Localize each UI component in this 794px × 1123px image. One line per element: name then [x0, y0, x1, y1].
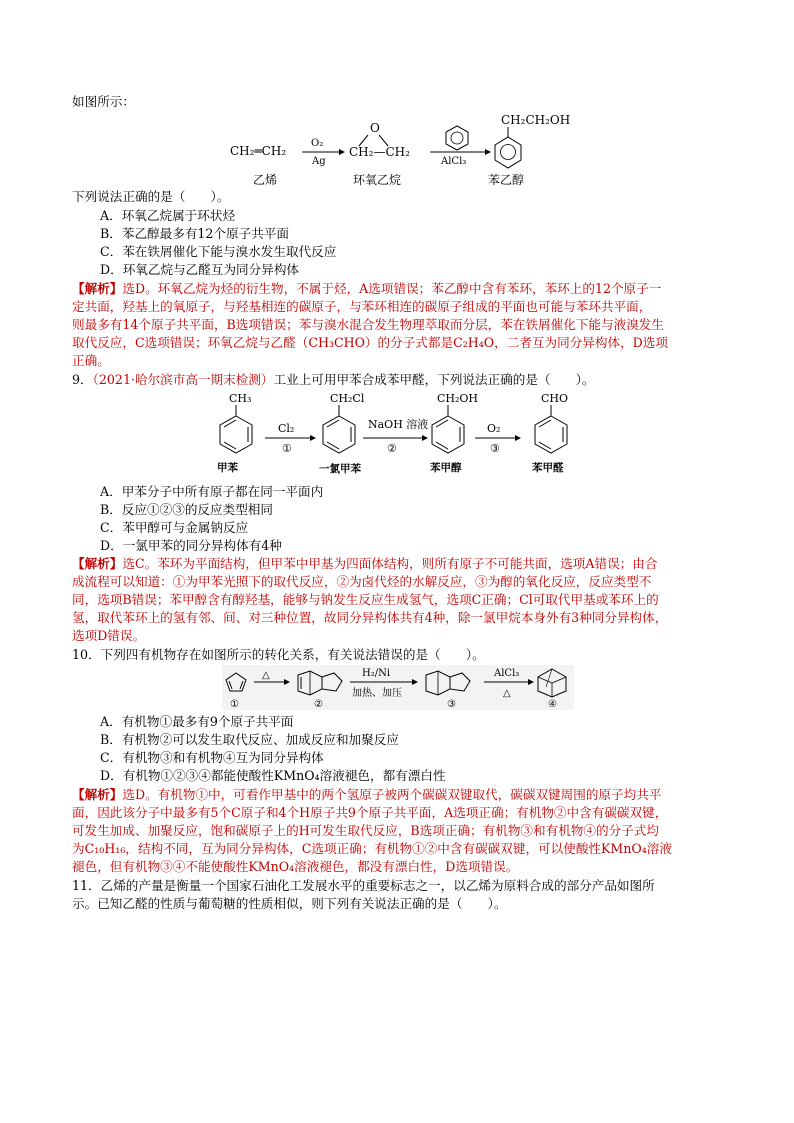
q9-analysis-line-3: 同，选项B错误；苯甲醇含有醇羟基，能够与钠发生反应生成氢气，选项C正确；Cl可取代甲基或苯环上的 — [72, 592, 659, 607]
q9-stem-line: 9．（2021·哈尔滨市高一期末检测）工业上可用甲苯合成苯甲醛，下列说法正确的是（ ）。 — [72, 372, 595, 387]
benzene-reagent-icon — [446, 126, 468, 150]
arrow2-top: NaOH 溶液 — [368, 418, 429, 431]
arrow2-bottom: 加热、加压 — [352, 688, 402, 699]
arrow2-bottom: AlCl₃ — [441, 156, 467, 167]
q10-analysis-line-3: 可发生加成、加聚反应，饱和碳原子上的H可发生取代反应，B选项正确；有机物③和有机物④的分子式均 — [72, 823, 659, 838]
arrow3-top: O₂ — [487, 422, 501, 435]
label-epoxide: 环氧乙烷 — [353, 173, 402, 187]
q11-stem-line-2: 示。已知乙醛的性质与葡萄糖的性质相似，则下列有关说法正确的是（ ）。 — [72, 896, 507, 911]
arrow3-bottom: ③ — [490, 442, 500, 455]
q10-option-a: A．有机物①最多有9个原子共平面 — [100, 714, 294, 729]
q8-option-d: D．环氧乙烷与乙醛互为同分异构体 — [100, 262, 300, 277]
label-4: ④ — [548, 699, 557, 710]
q11-stem-line-1: 11．乙烯的产量是衡量一个国家石油化工发展水平的重要标志之一，以乙烯为原料合成的部分产品如图所 — [72, 878, 655, 893]
arrow3-top: AlCl₃ — [494, 668, 520, 679]
q8-analysis-line-1: 【解析】选D。环氧乙烷为烃的衍生物，不属于烃，A选项错误；苯乙醇中含有苯环，苯环上的12个原子一 — [72, 281, 662, 296]
arrow3-bottom: △ — [503, 688, 511, 699]
benzyl-alcohol-substituent: CH₂OH — [437, 392, 479, 405]
epoxide-oxygen: O — [370, 121, 380, 135]
q9-option-a: A．甲苯分子中所有原子都在同一平面内 — [100, 484, 324, 499]
q9-analysis-line-5: 选项D错误。 — [72, 628, 146, 643]
q9-analysis-line-2: 成流程可以知道：①为甲苯光照下的取代反应，②为卤代烃的水解反应，③为醇的氧化反应，反应类型不 — [72, 574, 652, 589]
intro-text: 如图所示： — [72, 94, 135, 109]
q8-analysis-tag: 【解析】 — [72, 281, 123, 296]
benzaldehyde-substituent: CHO — [541, 392, 569, 405]
q10-stem: 10．下列四有机物存在如图所示的转化关系，有关说法错误的是（ ）。 — [72, 647, 485, 662]
q8-stem: 下列说法正确的是（ ）。 — [72, 189, 230, 204]
label-benzyl-alcohol: 苯甲醇 — [430, 462, 462, 474]
arrow2-bottom: ② — [387, 442, 397, 455]
label-chlorotoluene: 一氯甲苯 — [319, 463, 361, 475]
q9-analysis-tag: 【解析】 — [72, 556, 123, 571]
ethylene-formula: CH₂═CH₂ — [230, 144, 287, 158]
label-phenylethanol: 苯乙醇 — [488, 173, 525, 187]
phenylethanol-ring-icon — [495, 137, 521, 168]
chlorotoluene-ring-icon — [323, 416, 355, 453]
q10-option-d: D．有机物①②③④都能使酸性KMnO₄溶液褪色，都有漂白性 — [100, 768, 446, 783]
toluene-substituent: CH₃ — [229, 392, 252, 405]
arrow1-top: △ — [262, 670, 270, 681]
cyclopentadiene-scheme — [222, 665, 574, 710]
q8-analysis-line-3: 则最多有14个原子共平面，B选项错误；苯与溴水混合发生物理萃取而分层，苯在铁屑催化下能与液溴发生 — [72, 317, 664, 332]
q8-analysis-line-4: 取代反应，C选项错误；环氧乙烷与乙醛（CH₃CHO）的分子式都是C₂H₄O，二者互为同分异构体，D选项 — [72, 335, 668, 350]
q9-source: （2021·哈尔滨市高一期末检测） — [92, 372, 274, 387]
q9-analysis-line-1: 【解析】选C。苯环为平面结构，但甲苯中甲基为四面体结构，则所有原子不可能共面，选项A错误；由合 — [72, 556, 658, 571]
q9-option-c: C．苯甲醇可与金属钠反应 — [100, 520, 249, 535]
label-2: ② — [314, 699, 323, 710]
q10-analysis-line-1: 【解析】选D。有机物①中，可看作甲基中的两个氢原子被两个碳碳双键取代，碳碳双键周围的原子均共平 — [72, 787, 662, 802]
toluene-scheme — [215, 388, 595, 483]
q10-analysis-line-2: 面，因此该分子中最多有5个C原子和4个H原子共9个原子共平面，A选项正确；有机物②中含有碳碳双键， — [72, 805, 668, 820]
arrow1-bottom: ① — [282, 442, 292, 455]
label-ethylene: 乙烯 — [253, 173, 278, 187]
q10-option-b: B．有机物②可以发生取代反应、加成反应和加聚反应 — [100, 732, 399, 747]
ethylene-scheme — [225, 108, 585, 190]
q8-option-c: C．苯在铁屑催化下能与溴水发生取代反应 — [100, 244, 337, 259]
q9-option-b: B．反应①②③的反应类型相同 — [100, 502, 273, 517]
arrow1-bottom: Ag — [312, 156, 326, 167]
label-benzaldehyde: 苯甲醛 — [532, 462, 564, 474]
arrow2-top: H₂/Ni — [362, 668, 391, 679]
q10-option-c: C．有机物③和有机物④互为同分异构体 — [100, 750, 324, 765]
q9-analysis-line-4: 氢，取代苯环上的氢有邻、间、对三种位置，故同分异构体共有4种，除一氯甲烷本身外有3种同分异构体， — [72, 610, 668, 625]
q8-analysis-line-5: 正确。 — [72, 353, 110, 368]
arrow1-top: O₂ — [311, 138, 324, 149]
q8-analysis-line-2: 定共面，羟基上的氧原子，与羟基相连的碳原子，与苯环相连的碳原子组成的平面也可能与苯环共平面， — [72, 299, 652, 314]
chlorotoluene-substituent: CH₂Cl — [330, 392, 365, 405]
epoxide-ring: CH₂—CH₂ — [349, 145, 410, 159]
label-3: ③ — [447, 699, 456, 710]
q8-option-b: B．苯乙醇最多有12个原子共平面 — [100, 226, 289, 241]
q9-option-d: D．一氯甲苯的同分异构体有4种 — [100, 538, 282, 553]
label-toluene: 甲苯 — [217, 462, 238, 474]
benzaldehyde-ring-icon — [535, 416, 567, 453]
q8-option-a: A．环氧乙烷属于环状烃 — [100, 208, 236, 223]
benzyl-alcohol-ring-icon — [432, 416, 464, 453]
q10-analysis-line-5: 褪色，但有机物③④不能使酸性KMnO₄溶液褪色，都没有漂白性，D选项错误。 — [72, 859, 519, 874]
q10-analysis-line-4: 为C₁₀H₁₆，结构不同，互为同分异构体，C选项正确；有机物①②中含有碳碳双键，可以使酸性KMnO₄溶液 — [72, 841, 672, 856]
q10-analysis-tag: 【解析】 — [72, 787, 123, 802]
arrow1-top: Cl₂ — [278, 422, 295, 435]
product-substituent: CH₂CH₂OH — [501, 113, 571, 127]
label-1: ① — [230, 699, 239, 710]
toluene-ring-icon — [220, 416, 252, 453]
